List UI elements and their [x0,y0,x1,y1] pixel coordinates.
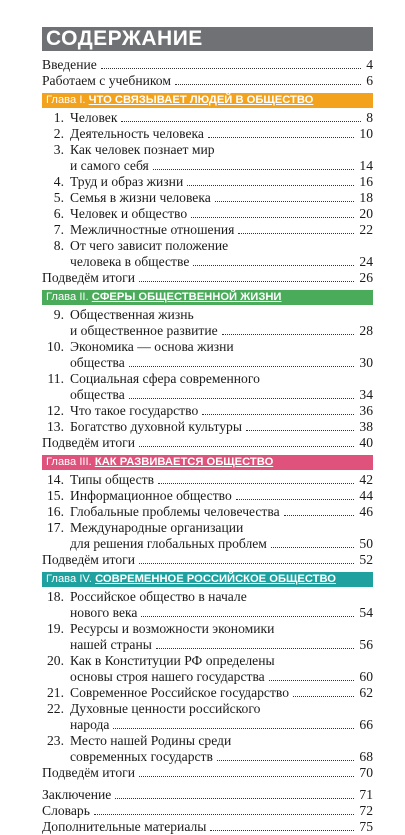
toc-entry[interactable] [42,621,373,637]
leader-dots [129,398,354,399]
entry-title: Подведём итоги [42,552,135,567]
toc-body [42,57,373,835]
chapter-title: СФЕРЫ ОБЩЕСТВЕННОЙ ЖИЗНИ [91,291,282,303]
chapter-label: Глава I. [46,94,89,106]
entry-number: 4. [53,174,64,189]
toc-entry[interactable] [42,142,373,158]
entry-title: Подведём итоги [42,765,135,780]
page-number: 8 [363,110,373,126]
entry-title: От чего зависит положение [70,238,229,253]
page-number: 26 [356,270,373,286]
toc-entry[interactable] [42,504,373,520]
toc-entry[interactable] [42,254,373,270]
entry-title: народа [70,717,110,732]
entry-title: Ресурсы и возможности экономики [70,621,275,636]
leader-dots [153,169,354,170]
page-number: 46 [356,504,373,520]
leader-dots [121,121,361,122]
toc-entry[interactable] [42,419,373,435]
leader-dots [141,616,354,617]
toc-entry[interactable] [42,819,373,835]
entry-number: 2. [53,126,64,141]
entry-title: Что такое государство [70,403,199,418]
leader-dots [129,366,354,367]
entry-number: 13. [47,419,64,434]
toc-entry[interactable] [42,206,373,222]
chapter-header [42,572,373,587]
page-number: 30 [356,355,373,371]
page-number: 18 [356,190,373,206]
leader-dots [187,185,354,186]
toc-entry[interactable] [42,701,373,717]
entry-title: и самого себя [70,158,149,173]
entry-title: человека в обществе [70,254,190,269]
leader-dots [113,728,354,729]
leader-dots [193,265,354,266]
toc-entry[interactable] [42,488,373,504]
entry-title: общества [70,355,125,370]
entry-title: Как в Конституции РФ определены [70,653,275,668]
page-number: 44 [356,488,373,504]
entry-title: Духовные ценности российского [70,701,261,716]
page-number: 70 [356,765,373,781]
entry-title: Человек и общество [70,206,188,221]
entry-number: 12. [47,403,64,418]
page-number: 4 [363,57,373,73]
page-number: 24 [356,254,373,270]
entry-number: 11. [47,371,64,386]
entry-number: 20. [47,653,64,668]
toc-entry[interactable] [42,158,373,174]
toc-entry[interactable] [42,605,373,621]
chapter-title: СОВРЕМЕННОЕ РОССИЙСКОЕ ОБЩЕСТВО [95,573,336,585]
chapter-title: ЧТО СВЯЗЫВАЕТ ЛЮДЕЙ В ОБЩЕСТВО [88,94,314,106]
entry-title: Введение [42,57,97,72]
toc-entry[interactable] [42,589,373,605]
leader-dots [94,814,354,815]
leader-dots [246,430,354,431]
toc-entry[interactable] [42,110,373,126]
entry-number: 18. [47,589,64,604]
page-number: 68 [356,749,373,765]
leader-dots [139,776,354,777]
entry-number: 17. [47,520,64,535]
entry-title: Типы обществ [70,472,154,487]
page-number: 36 [356,403,373,419]
leader-dots [293,696,354,697]
entry-number: 23. [47,733,64,748]
toc-entry[interactable] [42,472,373,488]
leader-dots [269,680,354,681]
entry-number: 8. [53,238,64,253]
entry-title: Межличностные отношения [70,222,235,237]
leader-dots [202,414,354,415]
entry-title: Дополнительные материалы [42,819,207,834]
chapter-header [42,455,373,470]
leader-dots [139,446,354,447]
toc-entry[interactable] [42,536,373,552]
page-number: 42 [356,472,373,488]
entry-title: Экономика — основа жизни [70,339,234,354]
entry-number: 19. [47,621,64,636]
entry-number: 7. [53,222,64,237]
page-number: 10 [356,126,373,142]
page-number: 28 [356,323,373,339]
table-of-contents [42,27,373,835]
page-number: 66 [356,717,373,733]
entry-title: Словарь [42,803,90,818]
entry-number: 9. [53,307,64,322]
leader-dots [217,760,354,761]
chapter-label: Глава IV. [46,573,96,585]
leader-dots [139,563,354,564]
summary-entry[interactable] [42,270,373,286]
page-number: 50 [356,536,373,552]
toc-entry[interactable] [42,803,373,819]
leader-dots [139,281,354,282]
toc-entry[interactable] [42,733,373,749]
entry-title: Человек [70,110,118,125]
entry-title: Деятельность человека [70,126,204,141]
toc-entry[interactable] [42,174,373,190]
toc-entry[interactable] [42,222,373,238]
toc-entry[interactable] [42,73,373,89]
toc-entry[interactable] [42,403,373,419]
entry-number: 10. [47,339,64,354]
entry-title: Как человек познает мир [70,142,215,157]
toc-entry[interactable] [42,339,373,355]
toc-entry[interactable] [42,238,373,254]
entry-title: и общественное развитие [70,323,218,338]
entry-title: Российское общество в начале [70,589,247,604]
entry-title: Информационное общество [70,488,232,503]
page-number: 6 [363,73,373,89]
entry-number: 3. [53,142,64,157]
entry-number: 5. [53,190,64,205]
entry-title: Современное Российское государство [70,685,290,700]
chapter-header [42,93,373,108]
page-number: 54 [356,605,373,621]
entry-title: Труд и образ жизни [70,174,184,189]
toc-entry[interactable] [42,323,373,339]
toc-entry[interactable] [42,355,373,371]
page-number: 14 [356,158,373,174]
page-number: 22 [356,222,373,238]
entry-title: Работаем с учебником [42,73,171,88]
leader-dots [208,137,354,138]
page-number: 16 [356,174,373,190]
entry-title: Социальная сфера современного [70,371,260,386]
toc-entry[interactable] [42,653,373,669]
toc-entry[interactable] [42,387,373,403]
page-number: 56 [356,637,373,653]
leader-dots [101,68,361,69]
entry-title: Богатство духовной культуры [70,419,242,434]
page-number: 71 [356,787,373,803]
toc-entry[interactable] [42,685,373,701]
leader-dots [191,217,354,218]
entry-number: 1. [53,110,64,125]
entry-number: 6. [53,206,64,221]
chapter-header [42,290,373,305]
entry-title: Глобальные проблемы человечества [70,504,280,519]
entry-number: 16. [47,504,64,519]
page-number: 75 [356,819,373,835]
entry-number: 15. [47,488,64,503]
page-title: СОДЕРЖАНИЕ [42,27,373,51]
leader-dots [271,547,354,548]
entry-number: 14. [47,472,64,487]
leader-dots [158,483,354,484]
chapter-label: Глава III. [46,456,95,468]
chapter-label: Глава II. [46,291,92,303]
toc-entry[interactable] [42,190,373,206]
toc-entry[interactable] [42,371,373,387]
toc-entry[interactable] [42,57,373,73]
toc-entry[interactable] [42,749,373,765]
entry-title: современных государств [70,749,213,764]
toc-entry[interactable] [42,126,373,142]
entry-title: общества [70,387,125,402]
entry-title: Подведём итоги [42,270,135,285]
page-number: 20 [356,206,373,222]
page-number: 38 [356,419,373,435]
leader-dots [222,334,354,335]
page-number: 72 [356,803,373,819]
entry-title: для решения глобальных проблем [70,536,267,551]
entry-title: нового века [70,605,138,620]
entry-title: Место нашей Родины среди [70,733,232,748]
summary-entry[interactable] [42,765,373,781]
leader-dots [215,201,354,202]
entry-title: нашей страны [70,637,152,652]
entry-number: 21. [47,685,64,700]
leader-dots [156,648,354,649]
leader-dots [115,798,354,799]
entry-title: Заключение [42,787,112,802]
toc-entry[interactable] [42,717,373,733]
toc-entry[interactable] [42,520,373,536]
leader-dots [175,84,361,85]
page-number: 34 [356,387,373,403]
toc-entry[interactable] [42,669,373,685]
entry-title: основы строя нашего государства [70,669,265,684]
summary-entry[interactable] [42,435,373,451]
page-number: 60 [356,669,373,685]
toc-entry[interactable] [42,637,373,653]
leader-dots [210,830,354,831]
leader-dots [284,515,354,516]
chapter-title: КАК РАЗВИВАЕТСЯ ОБЩЕСТВО [94,456,274,468]
page-number: 52 [356,552,373,568]
toc-entry[interactable] [42,307,373,323]
entry-title: Общественная жизнь [70,307,194,322]
entry-number: 22. [47,701,64,716]
entry-title: Международные организации [70,520,244,535]
toc-entry[interactable] [42,787,373,803]
leader-dots [236,499,354,500]
page-number: 62 [356,685,373,701]
summary-entry[interactable] [42,552,373,568]
entry-title: Семья в жизни человека [70,190,211,205]
leader-dots [238,233,354,234]
page-number: 40 [356,435,373,451]
entry-title: Подведём итоги [42,435,135,450]
